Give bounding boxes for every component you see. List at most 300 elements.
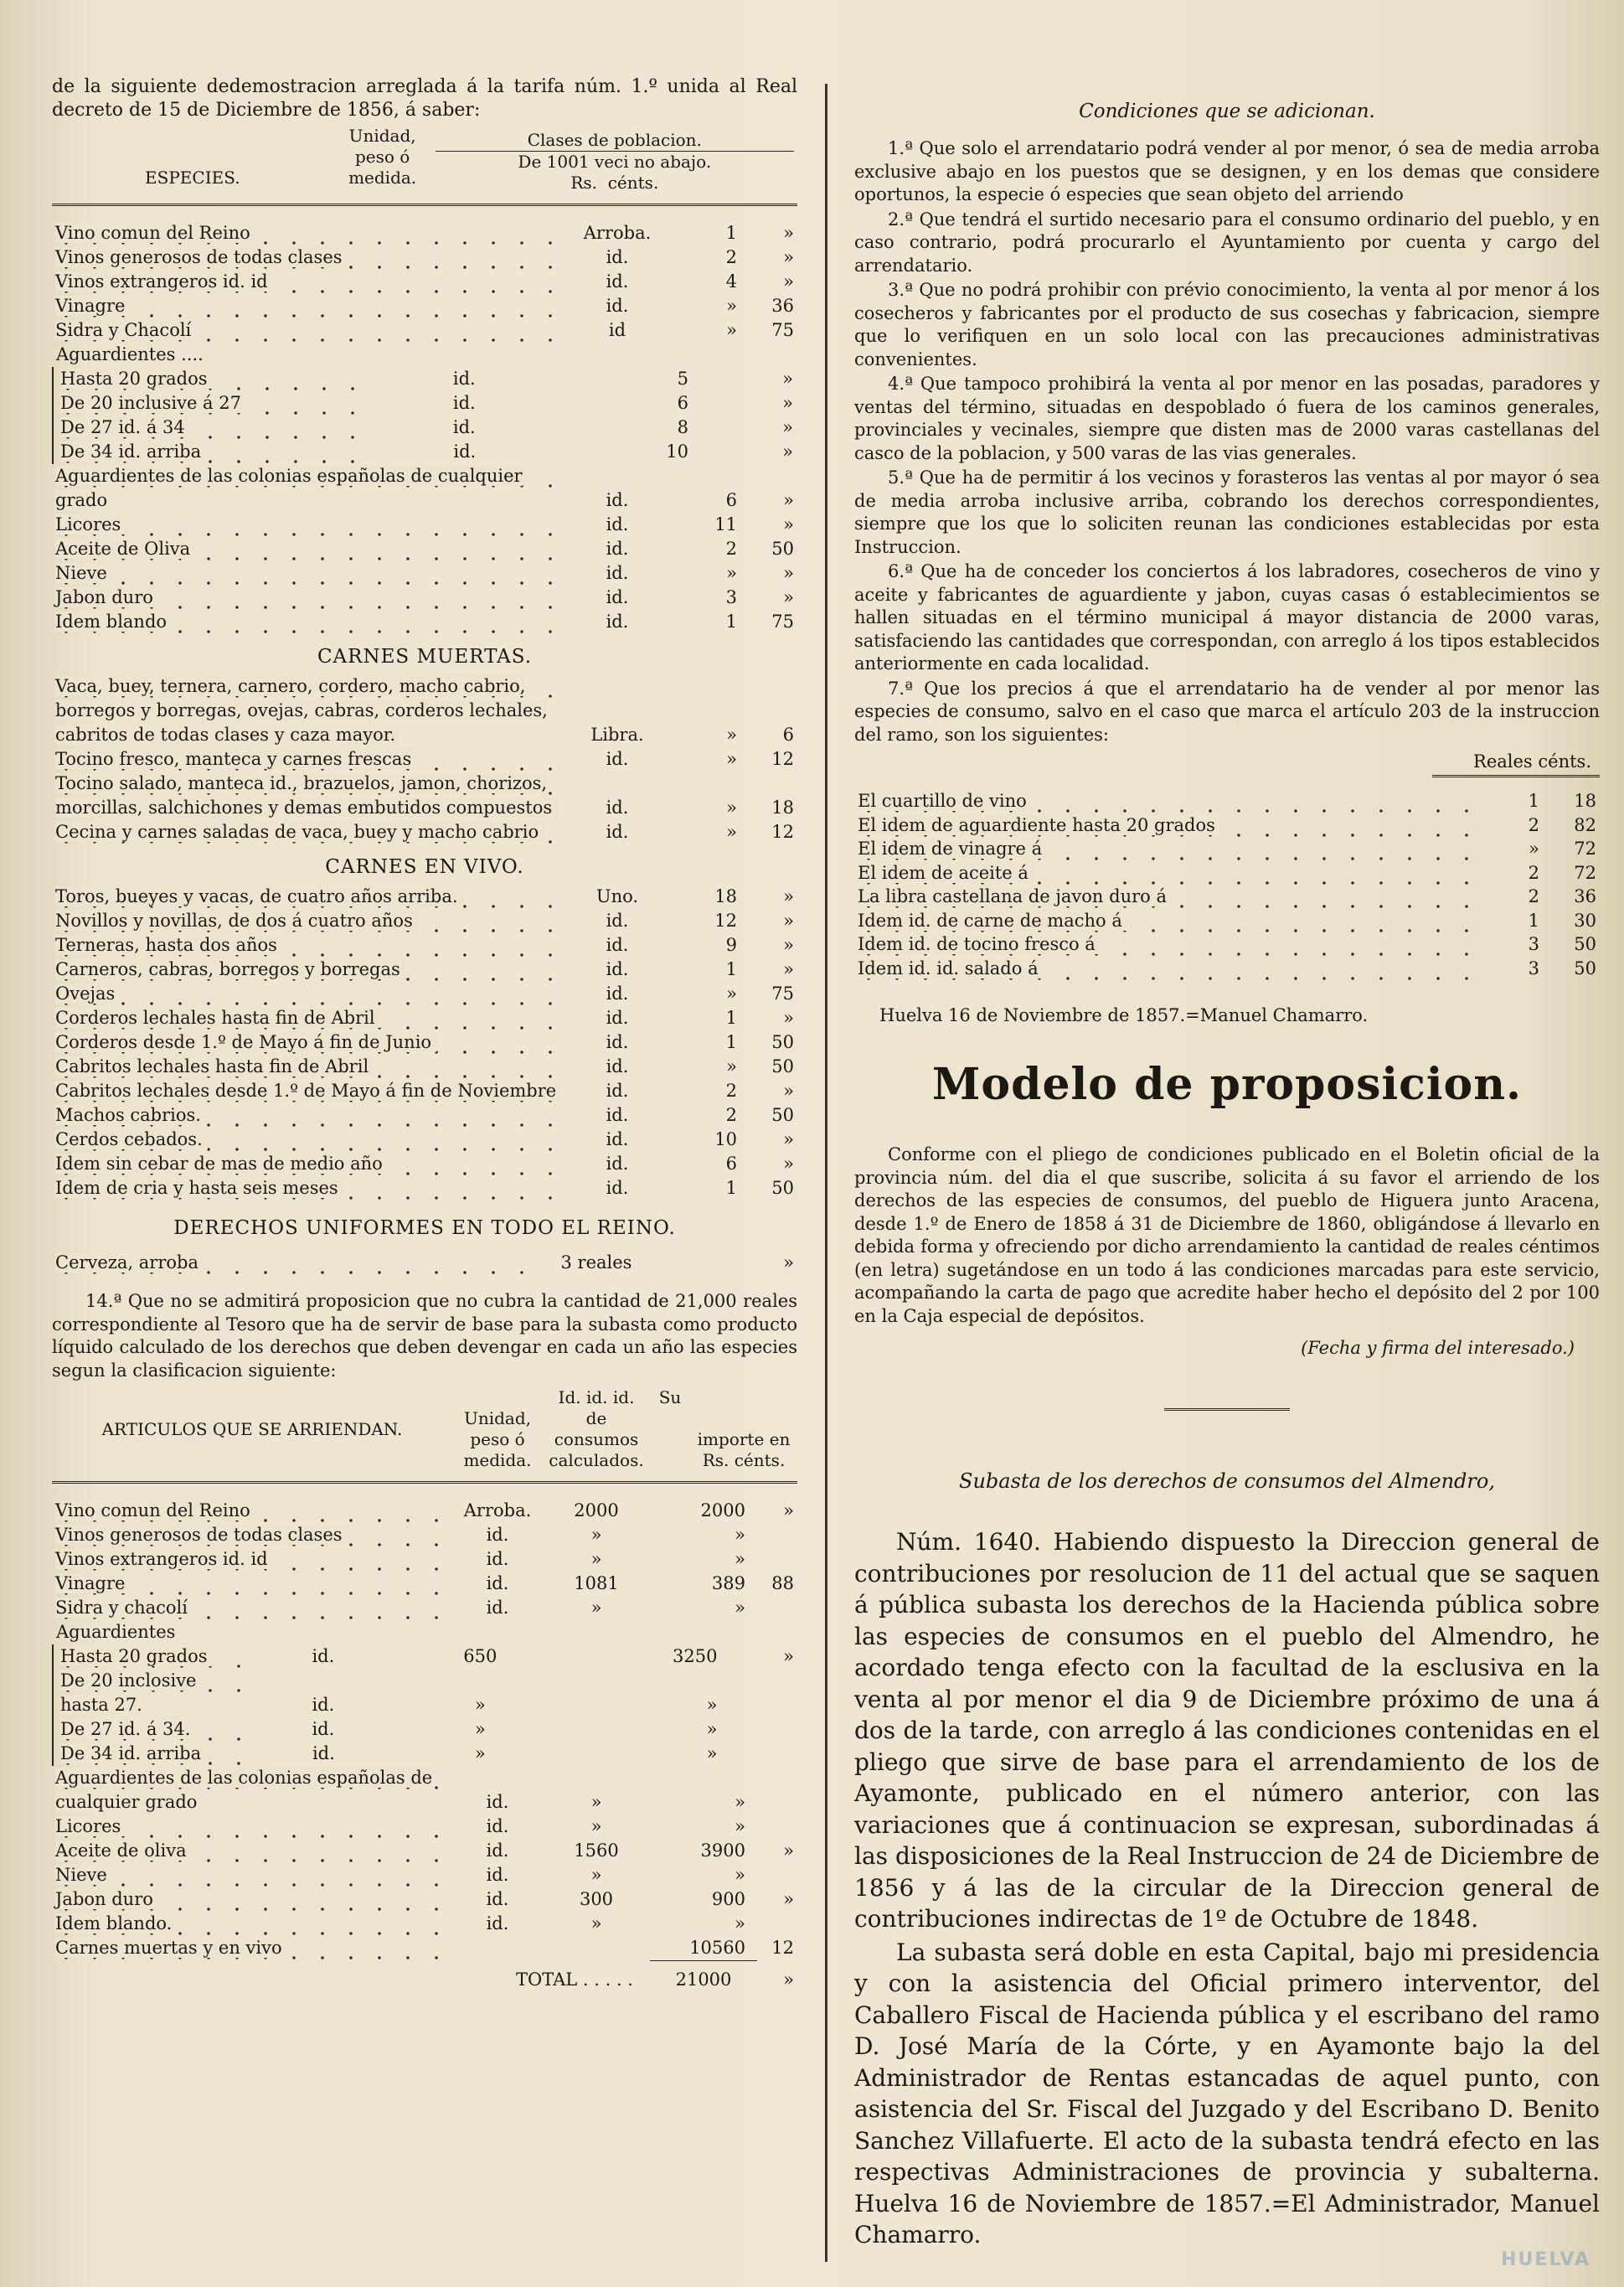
table-row: [52, 270, 797, 294]
table-row: [52, 464, 797, 513]
item-reales: »: [726, 1056, 737, 1076]
item-importe-rs: 900: [711, 1889, 745, 1909]
item-unit: id.: [606, 1105, 629, 1125]
item-unit: id.: [606, 587, 629, 607]
table-row: [52, 610, 797, 634]
item-unit: id.: [606, 935, 629, 955]
item-label: Tocino salado, manteca id., brazuelos, jamon, chorizos, morcillas, salchichones y demas embutidos compuestos: [55, 773, 557, 818]
item-label: Vino comun del Reino: [55, 223, 255, 243]
item-centimos: »: [783, 223, 794, 243]
table-row: [52, 586, 797, 610]
item-reales: 18: [714, 886, 737, 906]
item-importe-rs: »: [735, 1549, 745, 1569]
price-centimos: 82: [1574, 814, 1596, 835]
table-row: [52, 1176, 797, 1200]
cts-header: cénts.: [607, 173, 659, 193]
item-unit: id.: [312, 1646, 335, 1666]
conditions-list: [854, 137, 1600, 746]
item-label: Nieve: [55, 1865, 112, 1885]
item-label: Aguardientes de las colonias españolas de cualquier grado: [55, 466, 523, 510]
table-row: [53, 1644, 797, 1669]
table-row: [52, 1128, 797, 1152]
table-row: [52, 1499, 797, 1523]
item-unit: id.: [486, 1573, 509, 1593]
cerveza-unit: 3 reales: [560, 1252, 632, 1273]
item-consumo: »: [474, 1695, 486, 1715]
item-label: De 34 id. arriba: [60, 441, 206, 462]
item-reales: 5: [677, 369, 688, 389]
table-row: [52, 885, 797, 909]
item-importe-cts: »: [783, 1840, 794, 1861]
price-reales: 1: [1528, 791, 1539, 811]
table-row: [854, 909, 1600, 933]
item-reales: »: [726, 320, 737, 340]
library-stamp: HUELVA: [1501, 2249, 1590, 2270]
item-centimos: 75: [771, 612, 794, 632]
table-row: [52, 1863, 797, 1887]
item-importe-rs: »: [735, 1913, 745, 1933]
prices-table: [854, 789, 1600, 980]
table-row: [52, 1936, 797, 1960]
price-centimos: 50: [1574, 958, 1596, 978]
condition-item: 6.ª Que ha de conceder los conciertos á los labradores, cosecheros de vino y aceite y fabricantes de aguardiente y jabon, cuyas casas ó establecimientos se hallen situadas en el término municipal á mayor distancia de 2000 varas, satisfaciendo las cantidades que correspondan, con arreglo á los tipos establecidos anteriormente en cada localidad.: [854, 561, 1600, 674]
price-reales: 2: [1528, 886, 1539, 906]
item-importe-cts: 88: [771, 1573, 794, 1593]
fecha-firma: (Fecha y firma del interesado.): [1301, 1338, 1575, 1358]
tariff-rows: [52, 221, 797, 343]
item-centimos: »: [782, 369, 793, 389]
item-label: Vino comun del Reino: [55, 1500, 255, 1520]
item-importe-rs: 389: [711, 1573, 745, 1593]
item-consumo: »: [590, 1865, 602, 1885]
item-importe-cts: »: [783, 1889, 794, 1909]
item-label: Sidra y Chacolí: [55, 320, 196, 340]
price-centimos: 50: [1574, 934, 1596, 954]
item-reales: 4: [725, 271, 737, 292]
cerveza-cts: »: [783, 1252, 794, 1273]
item-importe-rs: »: [706, 1743, 718, 1763]
item-centimos: 50: [771, 539, 794, 559]
item-reales: 1: [725, 959, 737, 979]
price-item: Idem id. de tocino fresco á: [858, 934, 1101, 954]
item-reales: »: [726, 749, 737, 769]
table-row: [52, 1523, 797, 1547]
table-row: [52, 1006, 797, 1030]
table-row: [52, 820, 797, 844]
item-label: Carneros, cabras, borregos y borregas: [55, 959, 405, 979]
item-unit: id.: [606, 983, 629, 1004]
unidad-header: Unidad, peso ó medida.: [348, 126, 417, 188]
item-centimos: 75: [771, 320, 794, 340]
item-consumo: »: [590, 1792, 602, 1812]
item-label: Ovejas: [55, 983, 120, 1004]
item-centimos: »: [783, 1129, 794, 1149]
item-centimos: »: [783, 1008, 794, 1028]
item-reales: »: [726, 725, 737, 745]
item-centimos: »: [783, 271, 794, 292]
item-reales: »: [726, 563, 737, 583]
item-centimos: »: [783, 587, 794, 607]
item-unit: id.: [606, 271, 629, 292]
item-label: Jabon duro: [55, 587, 158, 607]
item-consumo: 300: [579, 1889, 614, 1909]
item-label: Hasta 20 grados: [60, 369, 213, 389]
item-label: Machos cabrios.: [55, 1105, 206, 1125]
item-centimos: 36: [771, 296, 794, 316]
item-unit: id.: [486, 1840, 509, 1861]
item-unit: id.: [312, 1719, 335, 1739]
item-unit: id.: [486, 1865, 509, 1885]
modelo-title: Modelo de proposicion.: [931, 1059, 1523, 1110]
table-row: [52, 1103, 797, 1128]
item-label: Cabritos lechales hasta fin de Abril: [55, 1056, 374, 1076]
item-reales: »: [726, 798, 737, 818]
tariff-rows-2: [52, 464, 797, 634]
item-reales: 1: [725, 1178, 737, 1198]
item-importe-rs: 3900: [700, 1840, 745, 1861]
condition-item: 7.ª Que los precios á que el arrendatario ha de vender al por menor las especies de consumo, salvo en el caso que marca el artículo 203 de la instruccion del ramo, son los siguientes:: [854, 678, 1600, 745]
modelo-text: Conforme con el pliego de condiciones publicado en el Boletin oficial de la provincia núm. del dia el que suscribe, solicita á su favor el arriendo de los derechos de las especies de consumos, del pueblo de Higuera junto Aracena, desde 1.º de Enero de 1858 á 31 de Diciembre de 1860, obligándose á llevarlo en debida forma y ofreciendo por dicho arrendamiento la cantidad de reales céntimos (en letra) sugetándose en un todo á las condiciones marcadas para este servicio, acompañando la carta de pago que acredite haber hecho el depósito del 2 por 100 en la Caja especial de depósitos.: [854, 1144, 1600, 1326]
item-label: Tocino fresco, manteca y carnes frescas: [55, 749, 416, 769]
carnes-vivo-table: [52, 885, 797, 1200]
item-unit: id.: [486, 1816, 509, 1836]
item-centimos: »: [783, 1081, 794, 1101]
total-table: [52, 1960, 797, 1992]
item-reales: 6: [725, 490, 737, 510]
item-importe-rs: »: [735, 1865, 745, 1885]
item-centimos: »: [783, 514, 794, 534]
item-centimos: »: [783, 563, 794, 583]
item-centimos: »: [783, 1154, 794, 1174]
item-label: Licores: [55, 514, 126, 534]
right-column: [854, 94, 1600, 2253]
price-item: La libra castellana de javon duro á: [858, 886, 1172, 906]
condition-item: 5.ª Que ha de permitir á los vecinos y forasteros las ventas al por mayor ó sea de media arroba inclusive arriba, cobrando los derechos correspondientes, siempre que los que lo soliciten reunan las condiciones establecidas por esta Instruccion.: [854, 467, 1600, 557]
item-reales: 3: [725, 587, 737, 607]
item-importe-rs: »: [735, 1598, 745, 1618]
item-importe-rs: »: [735, 1525, 745, 1545]
item-unit: id.: [486, 1889, 509, 1909]
item-centimos: 12: [771, 749, 794, 769]
subasta-paragraph-2: La subasta será doble en esta Capital, bajo mi presidencia y con la asistencia del Oficial primero interventor, del Caballero Fiscal de Hacienda pública y el escribano del ramo D. José María de la Córte, y en Ayamonte bajo la del Administrador de Rentas estancadas de aquel punto, con asistencia del Sr. Fiscal del Juzgado y del Escribano D. Benito Sanchez Villafuerte. El acto de la subasta tendrá efecto en las respectivas Administraciones de provincia y subalterna. Huelva 16 de Noviembre de 1857.=El Administrador, Manuel Chamarro.: [854, 1938, 1600, 2248]
item-importe-cts: »: [783, 1646, 794, 1666]
table-row: [53, 1742, 797, 1766]
item-unit: id.: [486, 1913, 509, 1933]
item-unit: Arroba.: [463, 1500, 532, 1520]
item-centimos: 50: [771, 1056, 794, 1076]
item-unit: id.: [452, 369, 476, 389]
table-row: [854, 957, 1600, 981]
arriendo-table-header: [52, 1387, 797, 1484]
condition-item: 3.ª Que no podrá prohibir con prévio conocimiento, la venta al por menor á los cosecheros y fabricantes por el producto de sus cosechas y fabricacion, siempre que lo verifiquen en un solo local con las precauciones administrativas convenientes.: [854, 280, 1600, 369]
total-cts: »: [783, 1970, 794, 1990]
item-label: Vinagre: [55, 1573, 130, 1593]
table-row: [854, 813, 1600, 838]
item-unit: id.: [606, 911, 629, 931]
price-item: El cuartillo de vino: [858, 791, 1032, 811]
item-label: Idem sin cebar de mas de medio año: [55, 1154, 388, 1174]
item-reales: 2: [725, 539, 737, 559]
item-importe-cts: 12: [771, 1938, 794, 1958]
price-item: El idem de aceite á: [858, 863, 1034, 883]
table-row: [52, 958, 797, 982]
table-row: [52, 1152, 797, 1176]
item-label: De 34 id. arriba: [60, 1743, 206, 1763]
table-row: [52, 1887, 797, 1912]
item-reales: 1: [725, 1032, 737, 1052]
item-reales: »: [726, 822, 737, 842]
item-reales: »: [726, 296, 737, 316]
table-row: [854, 932, 1600, 957]
item-consumo: »: [474, 1719, 486, 1739]
table-row: [854, 789, 1600, 813]
carnes-muertas-heading: CARNES MUERTAS.: [317, 646, 533, 668]
prices-header: Reales cénts.: [1473, 751, 1591, 772]
item-centimos: 6: [782, 725, 794, 745]
item-reales: 11: [714, 514, 737, 534]
item-centimos: »: [783, 886, 794, 906]
price-reales: 3: [1528, 958, 1539, 978]
item-unit: id.: [606, 563, 629, 583]
item-consumo: »: [590, 1913, 602, 1933]
item-centimos: 50: [771, 1032, 794, 1052]
item-label: Nieve: [55, 563, 112, 583]
item-label: De 20 inclusive á 27: [60, 393, 246, 413]
item-importe-rs: 2000: [700, 1500, 745, 1520]
item-label: Vinos extrangeros id. id: [55, 271, 273, 292]
item-unit: Arroba.: [583, 223, 652, 243]
item-reales: 10: [666, 441, 688, 462]
item-reales: 10: [714, 1129, 737, 1149]
item-unit: id.: [606, 1032, 629, 1052]
price-item: El idem de aguardiente hasta 20 grados: [858, 815, 1220, 835]
item-reales: 2: [725, 1105, 737, 1125]
table-row: [52, 221, 797, 245]
table-row: [52, 1251, 797, 1275]
item-unit: id.: [606, 539, 629, 559]
price-item: El idem de vinagre á: [858, 839, 1047, 859]
table-row: [52, 909, 797, 933]
signature-1: Huelva 16 de Noviembre de 1857.=Manuel Chamarro.: [879, 1005, 1369, 1025]
item-label: Vinagre: [55, 296, 130, 316]
carnes-muertas-table: [52, 674, 797, 844]
table-row: [53, 1717, 797, 1742]
item-reales: 6: [725, 1154, 737, 1174]
arriendo-rows-2: [52, 1766, 797, 1960]
item-centimos: »: [783, 911, 794, 931]
price-item: Idem id. id. salado á: [858, 958, 1044, 978]
item-reales: 2: [725, 1081, 737, 1101]
item-label: Cabritos lechales desde 1.º de Mayo á fin de Noviembre: [55, 1081, 561, 1101]
price-reales: 2: [1528, 814, 1539, 835]
table-row: [52, 537, 797, 561]
table-row: [52, 1055, 797, 1079]
item-label: Corderos lechales hasta fin de Abril: [55, 1008, 380, 1028]
item-importe-rs: »: [735, 1792, 745, 1812]
condition-item: 2.ª Que tendrá el surtido necesario para el consumo ordinario del pueblo, y en caso contrario, podrá procurarlo el Ayuntamiento por cuenta y cargo del arrendatario.: [854, 209, 1600, 276]
item-label: Idem blando: [55, 612, 172, 632]
item-unit: id.: [606, 1154, 629, 1174]
item-unit: id.: [486, 1525, 509, 1545]
table-row: [854, 885, 1600, 909]
item-label: Novillos y novillas, de dos á cuatro años: [55, 911, 418, 931]
table-row: [52, 772, 797, 820]
rs2-header: Rs. cénts.: [702, 1450, 786, 1470]
item-label: Carnes muertas y en vivo: [55, 1938, 287, 1958]
item-consumo: »: [590, 1598, 602, 1618]
carnes-vivo-heading: CARNES EN VIVO.: [325, 856, 524, 878]
table-row: [52, 1839, 797, 1863]
item-consumo: 1560: [574, 1840, 619, 1861]
item-unit: id.: [452, 417, 476, 437]
arriendo-aguardientes: [52, 1620, 797, 1766]
item-centimos: 75: [771, 983, 794, 1004]
item-label: Vaca, buey, ternera, carnero, cordero, macho cabrio, borregos y borregas, ovejas, cabras, corderos lechales, cabritos de todas clases y caza mayor.: [55, 676, 548, 745]
item-unit: id.: [606, 1008, 629, 1028]
item-unit: id.: [312, 1695, 335, 1715]
item-centimos: »: [782, 441, 793, 462]
item-label: Corderos desde 1.º de Mayo á fin de Junio: [55, 1032, 436, 1052]
item-centimos: »: [783, 247, 794, 267]
aguardientes-label: Aguardientes: [56, 344, 176, 364]
item-unit: id.: [606, 959, 629, 979]
item-centimos: »: [783, 935, 794, 955]
item-consumo: »: [474, 1743, 486, 1763]
price-reales: 1: [1528, 910, 1539, 931]
item-label: Hasta 20 grados: [60, 1646, 213, 1666]
table-row: [52, 1766, 797, 1815]
column-divider: [825, 84, 827, 2262]
item-reales: 8: [677, 417, 688, 437]
item-unit: id.: [486, 1549, 509, 1569]
table-row: [52, 561, 797, 586]
item-centimos: »: [782, 393, 793, 413]
item-label: De 20 inclosive hasta 27.: [60, 1670, 197, 1715]
clause-14: 14.ª Que no se admitirá proposicion que no cubra la cantidad de 21,000 reales correspondiente al Tesoro que ha de servir de base para la subasta como producto líquido calculado de los derechos que deben devengar en cada un año las especies segun la clasificacion siguiente:: [52, 1291, 797, 1381]
item-consumo: »: [590, 1816, 602, 1836]
item-unit: id.: [606, 1081, 629, 1101]
item-centimos: 18: [771, 798, 794, 818]
conditions-title: Condiciones que se adicionan.: [1079, 101, 1375, 122]
especies-header: ESPECIES.: [145, 168, 240, 188]
item-unit: Uno.: [595, 886, 639, 906]
consumos-header: Id. id. id. de consumos calculados.: [549, 1387, 644, 1470]
item-centimos: »: [783, 490, 794, 510]
table-row: [52, 1912, 797, 1936]
item-unit: id.: [606, 1178, 629, 1198]
item-unit: id.: [486, 1598, 509, 1618]
item-unit: id.: [606, 247, 629, 267]
price-item: Idem id. de carne de macho á: [858, 911, 1127, 931]
item-label: De 27 id. á 34.: [60, 1719, 195, 1739]
price-centimos: 72: [1574, 839, 1596, 859]
item-reales: 2: [725, 247, 737, 267]
item-unit: id.: [606, 1129, 629, 1149]
item-unit: id.: [606, 798, 629, 818]
rs-header: Rs.: [570, 173, 597, 193]
item-reales: 1: [725, 223, 737, 243]
item-label: Idem de cria y hasta seis meses: [55, 1178, 343, 1198]
item-centimos: »: [783, 959, 794, 979]
item-unit: id.: [452, 393, 476, 413]
item-unit: id.: [486, 1792, 509, 1812]
price-centimos: 36: [1574, 886, 1596, 906]
item-consumo: »: [590, 1549, 602, 1569]
item-centimos: 50: [771, 1178, 794, 1198]
price-reales: »: [1529, 839, 1539, 859]
tariff-table: [52, 126, 797, 206]
item-label: Aguardientes de las colonias españolas de cualquier grado: [55, 1768, 433, 1812]
subasta-paragraph-1: Núm. 1640. Habiendo dispuesto la Direccion general de contribuciones por resolucion de 11 del actual que se saquen á pública subasta los derechos de la Hacienda pública sobre las especies de consumos en el pueblo del Almendro, he acordado tenga efecto con la facultad de la esclusiva en la venta al por menor el dia 9 de Diciembre próximo de una á dos de la tarde, con arreglo á las condiciones contenidas en el pliego que sirve de base para el arrendamiento de los de Ayamonte, publicado en el número anterior, con las variaciones que á continuacion se expresan, subordinadas á las disposiciones de la Real Instruccion de 24 de Diciembre de 1856 y á las de la circular de la Direccion general de contribuciones indirectas de 1º de Octubre de 1848.: [854, 1528, 1600, 1933]
table-row: [53, 391, 797, 416]
item-unit: id.: [606, 822, 629, 842]
item-label: Idem blando.: [55, 1913, 177, 1933]
table-row: [52, 1596, 797, 1620]
price-reales: 3: [1528, 934, 1539, 954]
table-row: [53, 440, 797, 464]
table-row: [52, 513, 797, 537]
table-row: [53, 1669, 797, 1717]
item-label: Vinos extrangeros id. id: [55, 1549, 273, 1569]
cerveza-item: Cerveza, arroba: [55, 1252, 204, 1273]
table-row: [52, 674, 797, 747]
item-reales: 12: [714, 911, 737, 931]
item-label: Cerdos cebados.: [55, 1129, 208, 1149]
condition-item: 4.ª Que tampoco prohibirá la venta al por menor en las posadas, paradores y ventas del término, situadas en despoblado ó fuera de los caminos generales, provinciales y vecinales, siempre que disten mas de 2000 varas castellanas del casco de la poblacion, y 500 varas de las vias generales.: [854, 374, 1600, 463]
item-unit: id.: [312, 1743, 335, 1763]
item-reales: »: [726, 983, 737, 1004]
table-row: [854, 837, 1600, 861]
table-row: [52, 1815, 797, 1839]
clases-header: Clases de poblacion.: [436, 130, 794, 152]
item-centimos: »: [782, 417, 793, 437]
item-label: Vinos generosos de todas clases: [55, 1525, 348, 1545]
table-row: [854, 861, 1600, 885]
table-row: [52, 1572, 797, 1596]
price-centimos: 30: [1574, 910, 1596, 931]
separator-rule: [1164, 1408, 1290, 1411]
item-importe-rs: »: [735, 1816, 745, 1836]
total-label: TOTAL: [516, 1970, 578, 1990]
articulos-header: ARTICULOS QUE SE ARRIENDAN.: [101, 1418, 403, 1439]
item-reales: 6: [677, 393, 688, 413]
item-unit: id.: [606, 749, 629, 769]
uniformes-heading: DERECHOS UNIFORMES EN TODO EL REINO.: [173, 1217, 676, 1239]
price-reales: 2: [1528, 862, 1539, 883]
item-importe-cts: »: [783, 1500, 794, 1520]
cerveza-table: [52, 1251, 797, 1275]
unidad2-header: Unidad, peso ó medida.: [463, 1408, 532, 1470]
table-row: [52, 933, 797, 958]
table-row: [53, 367, 797, 391]
table-row: [52, 1079, 797, 1103]
item-consumo: 650: [463, 1646, 498, 1666]
price-centimos: 18: [1574, 791, 1596, 811]
item-unit: id.: [606, 490, 629, 510]
item-reales: 1: [725, 612, 737, 632]
item-importe-rs: »: [706, 1719, 718, 1739]
item-consumo: 2000: [574, 1500, 619, 1520]
item-importe-rs: 10560: [689, 1938, 745, 1958]
item-reales: 1: [725, 1008, 737, 1028]
aguardientes-block: Aguardientes .... Hasta 20 grados id. 5 » De 20 inclusive á 27 id. 6 » De 27 id. á 34 id. 8 » De 34 id. arriba id. 10 »: [52, 343, 797, 464]
table-row: [52, 294, 797, 318]
item-importe-rs: »: [706, 1695, 718, 1715]
item-unit: id.: [606, 514, 629, 534]
item-unit: id.: [606, 612, 629, 632]
item-label: Vinos generosos de todas clases: [55, 247, 348, 267]
item-unit: id: [608, 320, 626, 340]
